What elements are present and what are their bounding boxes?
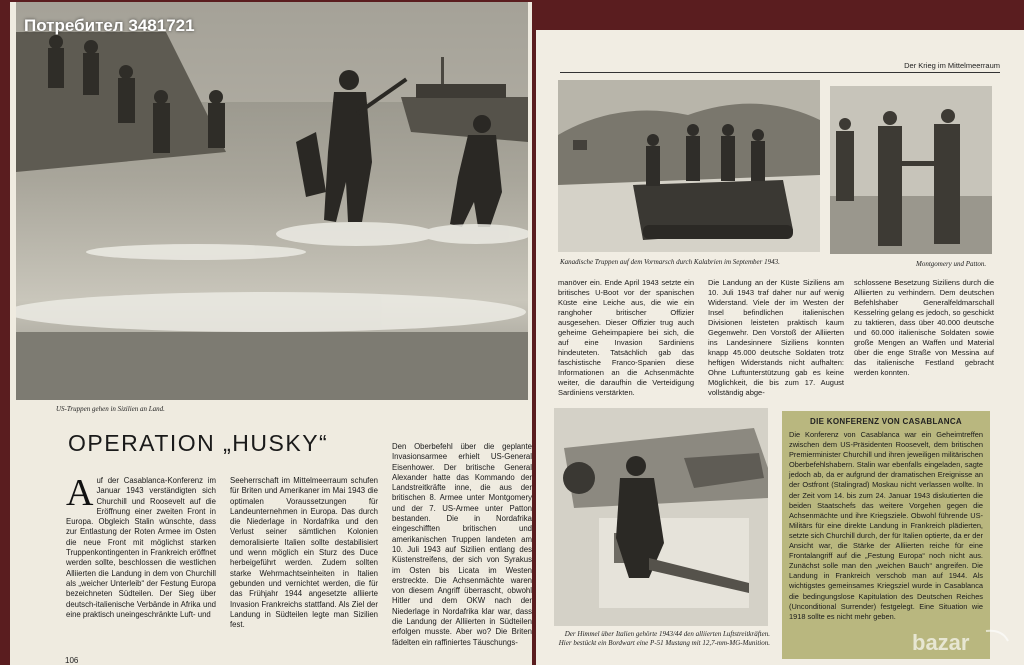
- header-rule: [560, 72, 1000, 73]
- column-1-text: uf der Casablanca-Konferenz im Januar 1943 verständigten sich Churchill und Roosevelt auf die Eröffnung einer zweiten Front in Europa. Obgleich Stalin wünschte, dass zur Entlastung der Roten Armee im Osten die neue Front mit möglichst starken Truppenkontingenten in Frankreich eröffnet werden sollte, beschlossen die westlichen Alliierten die Landung in dem von Churchill als „weicher Unterleib“ der Festung Europa bezeichneten Südteilen. Der Sieg über deutsch-italienische Verbände in Afrika und eine praktisch uneingeschränkte Luft- und: [66, 476, 216, 619]
- bazar-logo-text: bazar: [912, 630, 970, 655]
- watermark: Потребител 3481721: [24, 16, 195, 35]
- article-column-2: Seeherrschaft im Mittelmeerraum schufen für Briten und Amerikaner im Mai 1943 die optimalen Voraussetzungen für Landeunternehmen in Europa. Das durch die Niederlage in Nordafrika und den Verlust seiner sämtlichen Kolonien demoralisierte Italien sollte destabilisiert und wenn möglich ein Sturz des Duce herbeigeführt werden. Zudem sollten starke Wehrmachtseinheiten in Italien gebunden und vernichtet werden, die für das Frühjahr 1944 angesetzte alliierte Invasion Frankreichs stattfand. Als Ziel der Landung in Südteilen legte man Sizilien fest.: [230, 476, 378, 630]
- bazar-logo: [908, 627, 1016, 657]
- article-column-1: [66, 472, 216, 620]
- sidebar-box-text: Die Konferenz von Casablanca war ein Geheimtreffen zwischen dem US-Präsidenten Roosevelt, dem britischen Premierminister Churchill und ihren jeweiligen militärischen Oberbefehlshabern. Stalin war ebenfalls eingeladen, sagte jedoch ab, da er aufgrund der dramatischen Ereignisse an der Ostfront (Stalingrad) Moskau nicht verlassen wollte. In der Zeit vom 14. bis zum 24. Januar 1943 diskutierten die beiden Staatschefs das weitere Vorgehen gegen die Achsenmächte und ihre Kriegsziele. Obwohl führende US-Militärs für eine direkte Landung in Frankreich plädierten, setzte sich Churchill durch, der für Italien optierte, da er der Ansicht war, die Stärke der Alliierten reiche für eine Frontalangriff auf die „Festung Europa“ noch nicht aus. Zunächst solle man den „weichen Bauch“ angreifen. Die Landung in Frankreich verschob man auf 1944. Als wichtigstes gemeinsames Kriegsziel wurde in Casablanca die bedingungslose Kapitulation des Deutschen Reiches (Unconditional Surrender) festgelegt. Eine Situation wie 1918 sollte es nicht mehr geben.: [789, 430, 983, 621]
- running-head: Der Krieg im Mittelmeerraum: [904, 61, 1000, 70]
- dropcap: A: [66, 472, 94, 514]
- photo-caption-tank: Kanadische Truppen auf dem Vormarsch durch Kalabrien im September 1943.: [560, 258, 780, 266]
- photo-caption-plane: Der Himmel über Italien gehörte 1943/44 den alliierten Luftstreitkräften. Hier bestückt ein Bordwart eine P-51 Mustang mit 12,7-mm-MG-Munition.: [558, 630, 770, 647]
- right-column-1: manöver ein. Ende April 1943 setzte ein britisches U-Boot vor der spanischen Küste eine Leiche aus, die wie ein ranghoher britischer Offizier ausgesehen. Dieser Offizier trug auch geheime Geheimpapiere bei sich, die auf eine Invasion Sardiniens hindeuteten. Tatsächlich gab das faschistische Franco-Spanien diese Informationen an die Achsenmächte weiter, die daraufhin die Verteidigung Sardiniens verstärkten.: [558, 278, 694, 397]
- photo-caption-generals: Montgomery und Patton.: [916, 260, 987, 268]
- soldiers-landing-photo: [16, 2, 528, 400]
- right-column-2: Die Landung an der Küste Siziliens am 10. Juli 1943 traf daher nur auf wenig Widerstand. Viele der im Westen der Insel befindlichen italienischen Divisionen leisteten praktisch kaum Gegenwehr. Den Vorstoß der Alliierten ins Landesinnere Siziliens konnten knapp 45.000 deutsche Soldaten trotz heftigen Widerstands nicht aufhalten: Ohne Luftunterstützung gab es keine Möglichkeit, die bis zum 17. August vollständig abge-: [708, 278, 844, 397]
- page-number: 106: [65, 656, 79, 665]
- article-column-3: Den Oberbefehl über die geplante Invasionsarmee erhielt US-General Eisenhower. Der britische General Alexander hatte das Kommando der Landstreitkräfte inne, die aus der britischen 8. Armee unter Montgomery und der 7. US-Armee unter Patton bestanden. Die in Nordafrika eingeschifften britischen und amerikanischen Truppen landeten am 10. Juli 1943 auf Sizilien entlang des Küstenstreifens, der sich von Syrakus im Osten bis Licata im Westen erstreckte. Die Achsenmächte waren von diesem Angriff überrascht, obwohl Hitler und dem OKW nach der Niederlage in Nordafrika klar war, dass die Landung der Alliierten in Südteilen erfolgen musste. Aber wo? Die Briten fädelten ein raffiniertes Täuschungs-: [392, 442, 532, 647]
- bazar-logo-graphic: [908, 627, 1016, 657]
- photo-caption-landing: US-Truppen gehen in Sizilien an Land.: [56, 405, 165, 413]
- left-page: [10, 2, 532, 665]
- sidebar-box-casablanca: [782, 411, 990, 659]
- generals-photo: [830, 86, 992, 254]
- airplane-photo: [554, 408, 768, 626]
- tank-photo: [558, 80, 820, 252]
- right-page: [536, 30, 1024, 665]
- article-headline: OPERATION „HUSKY“: [68, 430, 329, 456]
- right-column-3: schlossene Besetzung Siziliens durch die Alliierten zu verhindern. Dem deutschen Befehlshaber Generalfeldmarschall Kesselring gelang es jedoch, so geschickt zu taktieren, dass über 40.000 deutsche und 60.000 italienische Soldaten sowie große Mengen an Waffen und Material über die enge Straße von Messina auf das italienische Festland gebracht werden konnten.: [854, 278, 994, 377]
- sidebar-box-title: DIE KONFERENZ VON CASABLANCA: [810, 417, 962, 426]
